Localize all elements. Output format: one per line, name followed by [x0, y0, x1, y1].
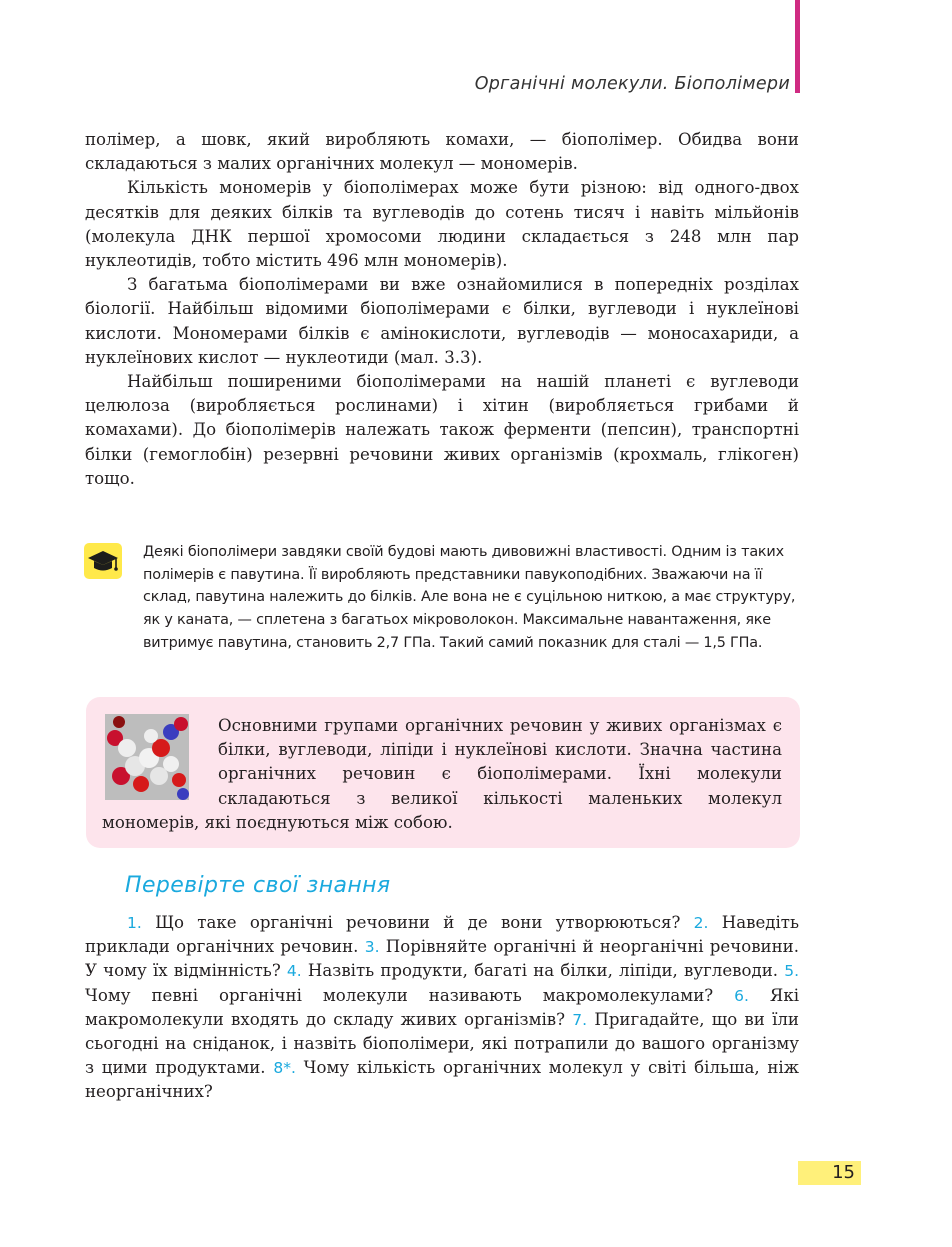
question-number: 3.	[364, 938, 380, 957]
question-text: Чому певні органічні молекули називають макромолекулами?	[85, 985, 714, 1005]
question-text: Пригадайте, що ви їли сьогодні на сніданок, і назвіть біополімери, які потрапили до вашого організму з цими продуктами.	[85, 1009, 799, 1078]
running-header: Органічні молекули. Біополімери	[474, 74, 790, 94]
question-number: 6.	[734, 986, 749, 1005]
question-text: Назвіть продукти, багаті на білки, ліпіди, вуглеводи.	[307, 961, 779, 981]
paragraph: Кількість мономерів у біополімерах може бути різною: від одного-двох десятків для деяких білків та вуглеводів до сотень тисяч і навіть мільйонів (молекула ДНК першої хромосоми людини складається з 248 млн пар нуклеотидів, тобто містить 496 млн мономерів).	[85, 178, 799, 271]
question-text: Що таке органічні речовини й де вони утворюються?	[155, 913, 681, 932]
main-text	[85, 128, 799, 491]
question-text: Порівняйте органічні й неорганічні речовини. У чому їх відмінність?	[85, 937, 799, 981]
question-number: 8*.	[273, 1059, 296, 1078]
summary-text: Основними групами органічних речовин у живих організмах є білки, вуглеводи, ліпіди і нуклеїнові кислоти. Значна частина органічних речовин є біополімерами. Їхні молекули складаються з великої кількості маленьких молекул мономерів, які поєднуються між собою.	[102, 716, 782, 832]
questions-heading: Перевірте свої знання	[125, 873, 391, 898]
paragraph: Найбільш поширеними біополімерами на нашій планеті є вуглеводи целюлоза (виробляється рослинами) і хітин (виробляється грибами й комахами). До біополімерів належать також ферменти (пепсин), транспортні білки (гемоглобін) резервні речовини живих організмів (крохмаль, глікоген) тощо.	[85, 372, 799, 488]
paragraph: З багатьма біополімерами ви вже ознайомилися в попередніх розділах біології. Найбільш відомими біополімерами є білки, вуглеводи і нуклеїнові кислоти. Мономерами білків є амінокислоти, вуглеводів — моносахариди, а нуклеїнових кислот — нуклеотиди (мал. 3.3).	[85, 275, 799, 367]
question-text: Чому кількість органічних молекул у світі більша, ніж неорганічних?	[85, 1058, 799, 1102]
question-number: 4.	[286, 962, 302, 981]
page-number: 15	[798, 1161, 861, 1185]
question-text: Які макромолекули входять до складу живих організмів?	[85, 985, 800, 1029]
questions-list	[85, 911, 799, 1105]
question-text: Наведіть приклади органічних речовин.	[85, 913, 800, 957]
summary-box	[86, 697, 800, 848]
question-number: 7.	[572, 1010, 588, 1029]
graduation-cap-icon	[84, 543, 122, 579]
question-number: 5.	[784, 962, 800, 981]
question-number: 2.	[693, 914, 709, 932]
chapter-marker-bar	[795, 0, 800, 93]
questions-paragraph	[85, 911, 799, 1105]
paragraph: полімер, а шовк, який виробляють комахи, — біополімер. Обидва вони складаються з малих органічних молекул — мономерів.	[85, 130, 799, 174]
note-text: Деякі біополімери завдяки своїй будові мають дивовижні властивості. Одним із таких полімерів є павутина. Її виробляють представники павукоподібних. Зважаючи на її склад, павутина належить до білків. Але вона не є суцільною ниткою, а має структуру, як у каната, — сплетена з багатьох мікроволокон. Максимальне навантаження, яке витримує павутина, становить 2,7 ГПа. Такий самий показник для сталі — 1,5 ГПа.	[143, 544, 796, 651]
question-number: 1.	[127, 914, 142, 932]
